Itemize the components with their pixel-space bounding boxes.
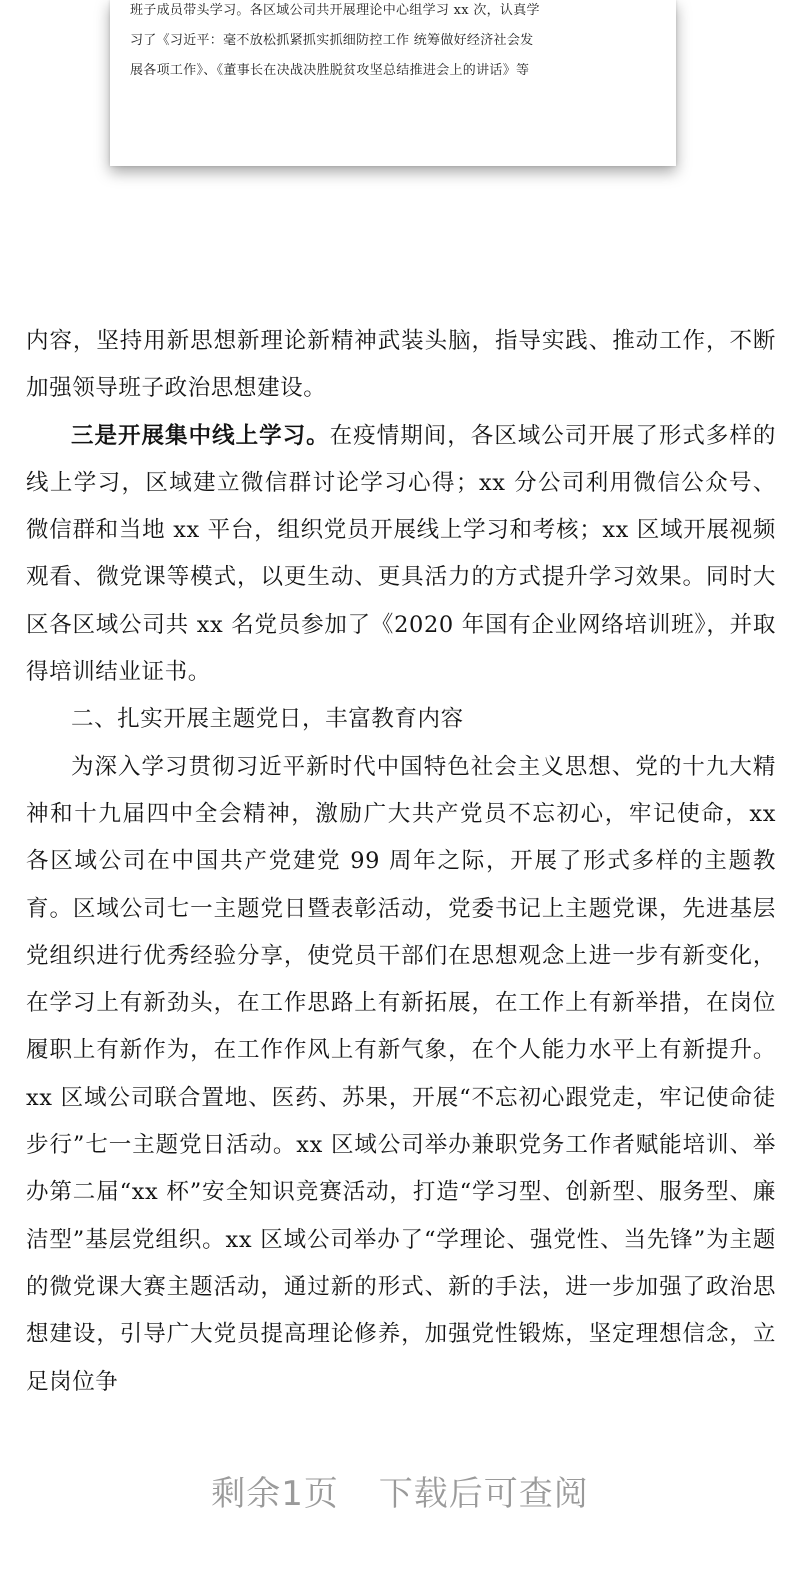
paragraph-lead: 三是开展集中线上学习。	[71, 422, 330, 449]
section-heading: 二、扎实开展主题党日，丰富教育内容	[71, 706, 464, 733]
download-prompt[interactable]	[0, 1466, 800, 1516]
remaining-pages-label: 剩余1页	[211, 1474, 339, 1514]
preview-line: 习了《习近平：毫不放松抓紧抓实抓细防控工作 统筹做好经济社会发	[130, 33, 534, 48]
paragraph	[26, 413, 776, 697]
document-body	[26, 318, 776, 1406]
paragraph: 为深入学习贯彻习近平新时代中国特色社会主义思想、党的十九大精神和十九届四中全会精神，激励广大共产党员不忘初心，牢记使命，xx 各区域公司在中国共产党建党 99 周年之际，开展了形式多样的主题教育。区域公司七一主题党日暨表彰活动，党委书记上主题党课，先进基层党组织进行优秀经验分享，使党员干部们在思想观念上进一步有新变化，在学习上有新劲头，在工作思路上有新拓展，在工作上有新举措，在岗位履职上有新作为，在工作作风上有新气象，在个人能力水平上有新提升。xx 区域公司联合置地、医药、苏果，开展“不忘初心跟党走，牢记使命徒步行”七一主题党日活动。xx 区域公司举办兼职党务工作者赋能培训、举办第二届“xx 杯”安全知识竞赛活动，打造“学习型、创新型、服务型、廉洁型”基层党组织。xx 区域公司举办了“学理论、强党性、当先锋”为主题的微党课大赛主题活动，通过新的形式、新的手法，进一步加强了政治思想建设，引导广大党员提高理论修养，加强党性锻炼，坚定理想信念，立足岗位争	[26, 753, 776, 1395]
paragraph-text: 在疫情期间，各区域公司开展了形式多样的线上学习，区域建立微信群讨论学习心得；xx 分公司利用微信公众号、微信群和当地 xx 平台，组织党员开展线上学习和考核；xx 区域开展视频观看、微党课等模式，以更生动、更具活力的方式提升学习效果。同时大区各区域公司共 xx 名党员参加了《2020 年国有企业网络培训班》，并取得培训结业证书。	[26, 422, 776, 686]
preview-line: 班子成员带头学习。各区域公司共开展理论中心组学习 xx 次，认真学	[130, 3, 540, 18]
preview-line: 展各项工作》、《董事长在决战决胜脱贫攻坚总结推进会上的讲话》等	[130, 63, 530, 78]
paragraph: 内容，坚持用新思想新理论新精神武装头脑，指导实践、推动工作，不断加强领导班子政治思想建设。	[26, 328, 776, 402]
preview-text	[130, 0, 656, 86]
download-to-view-label[interactable]: 下载后可查阅	[378, 1474, 589, 1514]
document-preview-card	[110, 0, 676, 166]
